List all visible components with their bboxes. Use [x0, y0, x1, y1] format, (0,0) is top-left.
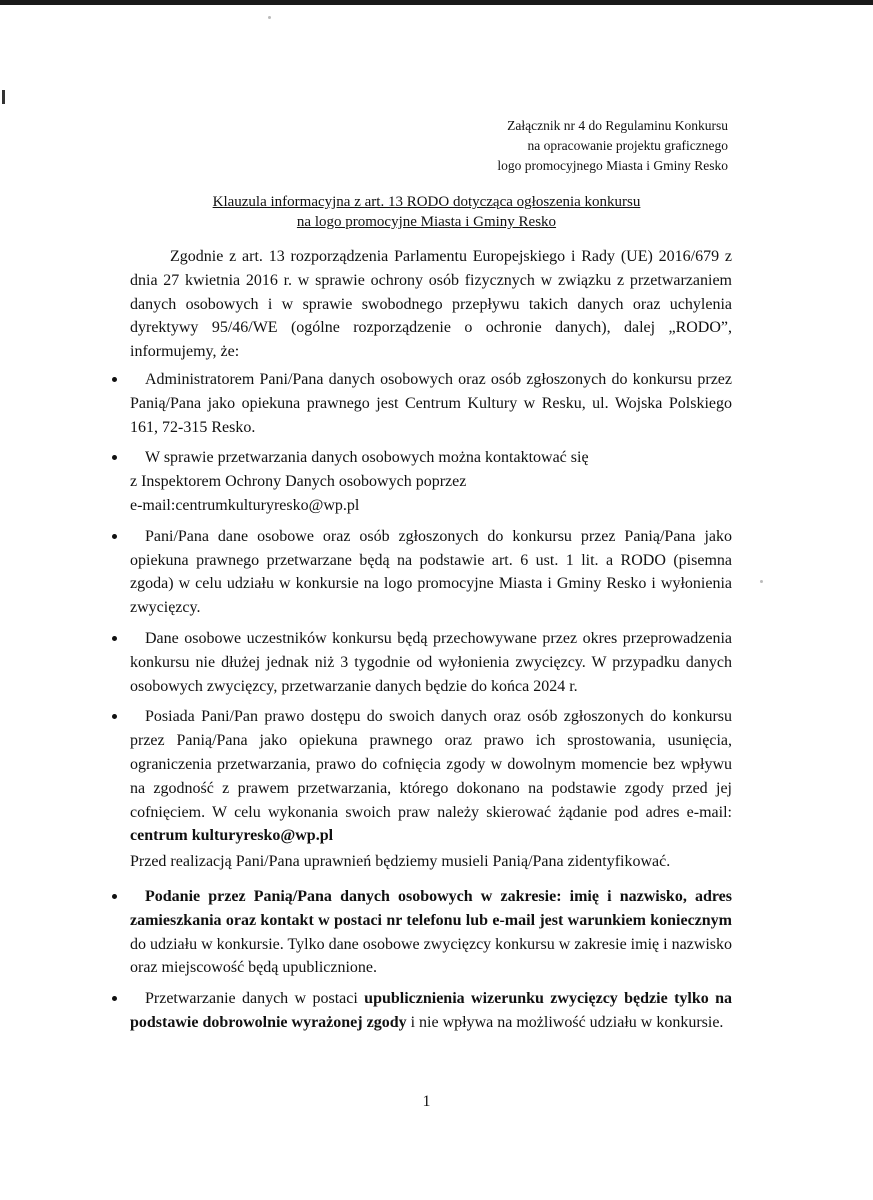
bullet-dot	[112, 455, 117, 460]
document-title	[120, 192, 733, 232]
scan-speck	[268, 16, 271, 19]
scan-speck	[760, 580, 763, 583]
list-item-text: Przetwarzanie danych w postaci	[145, 990, 358, 1008]
intro-paragraph: Zgodnie z art. 13 rozporządzenia Parlamentu Europejskiego i Rady (UE) 2016/679 z dnia 27 kwietnia 2016 r. w sprawie ochrony osób fizycznych w związku z przetwarzaniem danych osobowych i w sprawie swobodnego przepływu takich danych oraz uchylenia dyrektywy 95/46/WE (ogólne rozporządzenie o ochronie danych), dalej „RODO”, informujemy, że:	[130, 248, 732, 361]
list-item-data-requirement	[130, 885, 732, 980]
title-line-2: na logo promocyjne Miasta i Gminy Resko	[296, 214, 557, 230]
list-item-legal-basis	[130, 525, 732, 620]
bullet-dot	[112, 894, 117, 899]
list-item-text: Administratorem Pani/Pana danych osobowych oraz osób zgłoszonych do konkursu przez Panią/Pana jako opiekuna prawnego jest Centrum Kultury w Resku, ul. Wojska Polskiego 161, 72-315 Resko.	[130, 371, 732, 436]
attachment-header	[497, 116, 728, 176]
list-item-bold-text: Podanie przez Panią/Pana danych osobowych w zakresie: imię i nazwisko, adres zamieszkania oraz kontakt w postaci nr telefonu lub e-mail jest warunkiem koniecznym	[130, 887, 732, 929]
list-item-bold-text: upublicznienia wizerunku zwycięzcy będzie tylko na podstawie dobrowolnie wyrażonej zgody	[130, 990, 733, 1031]
bullet-dot	[112, 636, 117, 641]
contact-email: e-mail:centrumkulturyresko@wp.pl	[130, 496, 360, 514]
bullet-dot	[112, 996, 117, 1001]
list-item-administrator	[130, 368, 732, 439]
list-item-image-publication	[130, 987, 732, 1035]
bullet-dot	[112, 714, 117, 719]
bullet-dot	[112, 377, 117, 382]
list-item-text: i nie wpływa na możliwość udziału w konkursie.	[410, 1013, 724, 1031]
information-list	[130, 368, 732, 1042]
list-item-contact	[130, 446, 732, 517]
list-item-text: Posiada Pani/Pan prawo dostępu do swoich danych oraz osób zgłoszonych do konkursu przez Panią/Pana jako opiekuna prawnego oraz prawo ich sprostowania, usunięcia, ograniczenia przetwarzania, prawo do cofnięcia zgody w dowolnym momencie bez wpływu na zgodność z prawem przetwarzania, którego dokonano na podstawie zgody przed jej cofnięciem. W celu wykonania swoich praw należy skierować żądanie pod adres e-mail:	[130, 708, 732, 821]
list-item-retention	[130, 627, 732, 698]
header-line-3: logo promocyjnego Miasta i Gminy Resko	[497, 158, 728, 173]
list-item-rights	[130, 705, 732, 848]
list-item-text: W sprawie przetwarzania danych osobowych można kontaktować się	[145, 449, 589, 467]
header-line-2: na opracowanie projektu graficznego	[527, 138, 728, 153]
bullet-dot	[112, 534, 117, 539]
list-item-text: Dane osobowe uczestników konkursu będą przechowywane przez okres przeprowadzenia konkursu nie dłużej jednak niż 3 tygodnie od wyłonienia zwycięzcy. W przypadku danych osobowych zwycięzcy, przetwarzanie danych będzie do końca 2024 r.	[130, 629, 732, 695]
title-line-1: Klauzula informacyjna z art. 13 RODO dotycząca ogłoszenia konkursu	[212, 194, 641, 210]
list-item-text: z Inspektorem Ochrony Danych osobowych poprzez	[130, 473, 467, 491]
rights-identification-note: Przed realizacją Pani/Pana uprawnień będziemy musieli Panią/Pana zidentyfikować.	[130, 853, 671, 871]
list-item-text: Pani/Pana dane osobowe oraz osób zgłoszonych do konkursu przez Panią/Pana jako opiekuna prawnego przetwarzane będą na podstawie art. 6 ust. 1 lit. a RODO (pisemna zgoda) w celu udziału w konkursie na logo promocyjne Miasta i Gminy Resko i wyłonienia zwycięzcy.	[130, 527, 732, 617]
list-item-text: do udziału w konkursie. Tylko dane osobowe zwycięzcy konkursu w zakresie imię i nazwisko oraz miejscowość będą upublicznione.	[130, 935, 732, 977]
page-number: 1	[422, 1093, 431, 1110]
scan-edge-mark	[2, 90, 5, 104]
header-line-1: Załącznik nr 4 do Regulaminu Konkursu	[507, 118, 728, 133]
scan-top-edge	[0, 0, 873, 5]
rights-email: centrum kulturyresko@wp.pl	[130, 827, 334, 845]
